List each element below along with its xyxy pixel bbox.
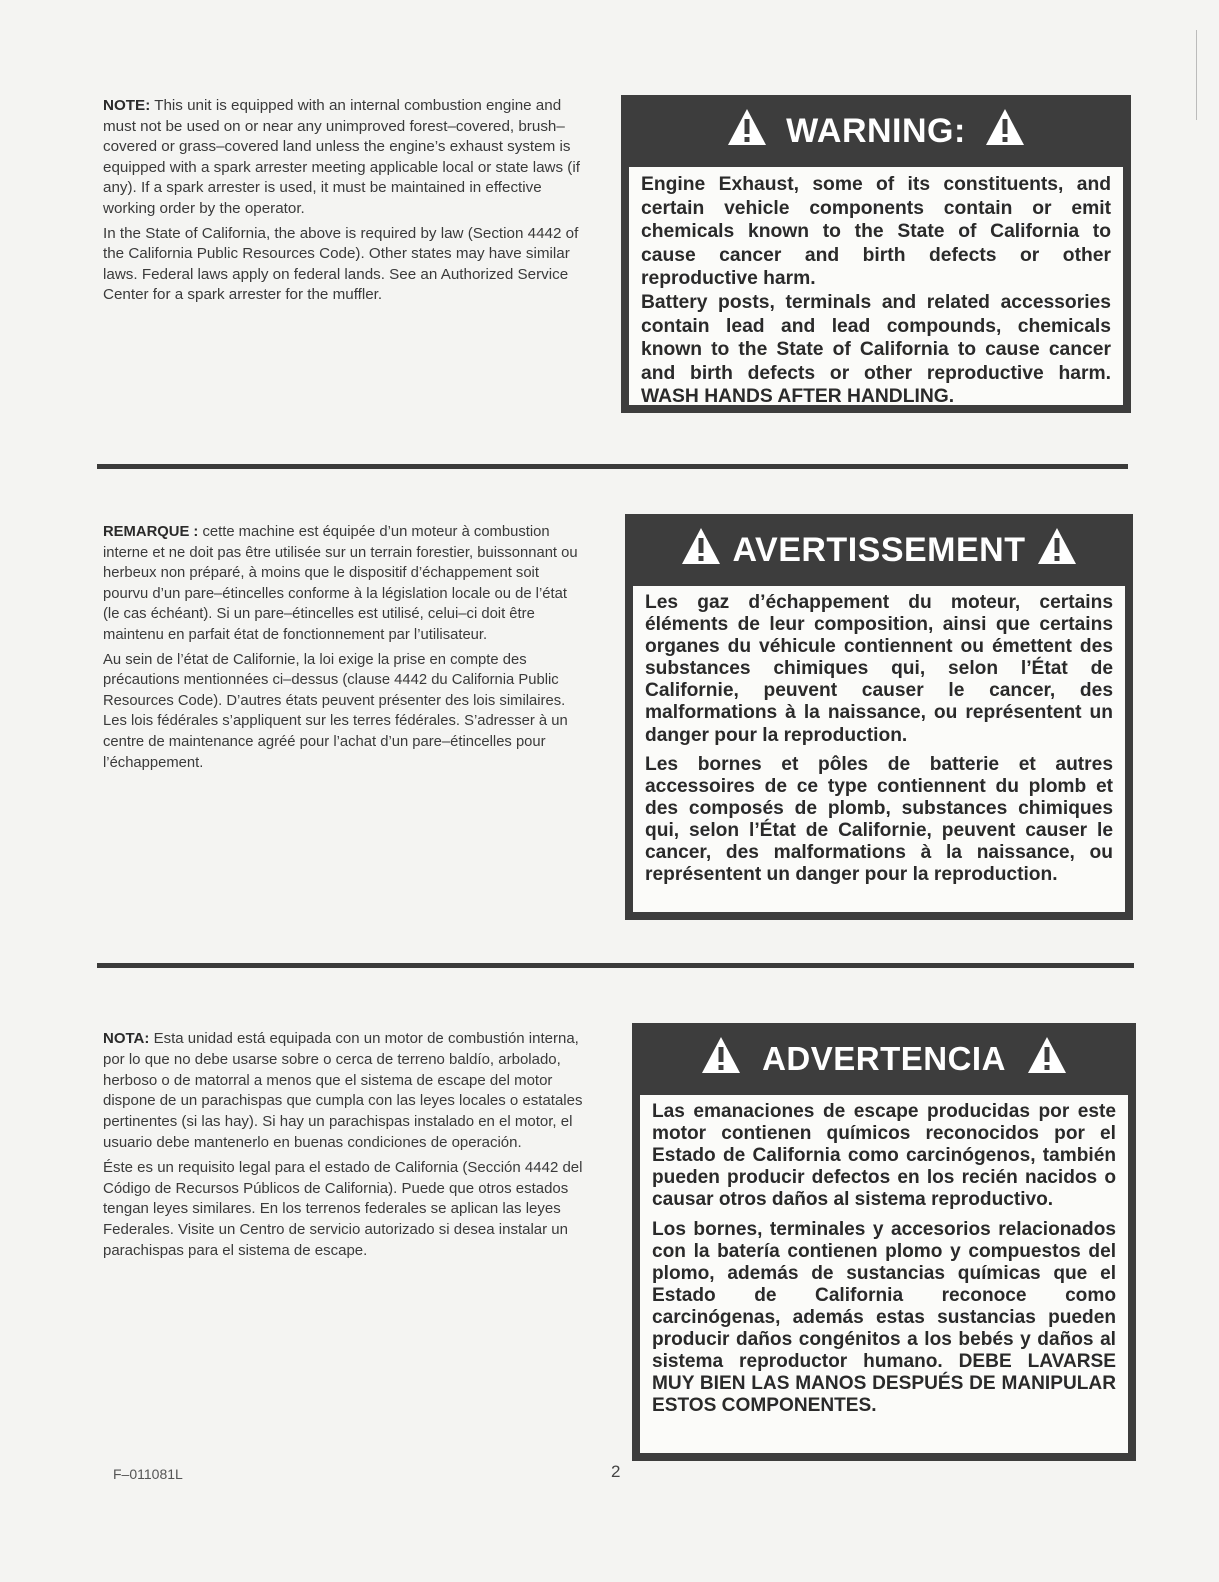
spanish-warning-exhaust: Las emanaciones de escape producidas por este motor contienen químicos reconocidos por el Estado de California como carcinógenos, también pueden producir defectos en los recién nacidos o causar otros daños al sistema reproductivo. (652, 1101, 1116, 1210)
spanish-warning-box (632, 1023, 1136, 1461)
page-edge-mark (1196, 30, 1197, 120)
warning-triangle-icon (1036, 526, 1078, 575)
french-warning-battery: Les bornes et pôles de batterie et autres accessoires de ce type contiennent du plomb et des composés de plomb, substances chimiques qui, selon l’État de Californie, peuvent causer le cancer, des malformations à la naissance, ou représentent un danger pour la reproduction. (645, 753, 1113, 886)
english-note-law: In the State of California, the above is required by law (Section 4442 of the California Public Resources Code). Other states may have similar laws. Federal laws apply on federal lands. See an Authorized Service Center for a spark arrester for the muffler. (103, 224, 579, 304)
spanish-note-lead: NOTA: (103, 1030, 150, 1047)
section-divider (97, 464, 1128, 469)
english-warning-battery: Battery posts, terminals and related accessories contain lead and lead compounds, chemicals known to the State of California to cause cancer and birth defects or other reproductive harm. WASH HANDS AFTER HANDLING. (641, 291, 1111, 408)
french-warning-exhaust: Les gaz d’échappement du moteur, certains éléments de leur composition, ainsi que certains organes du véhicule contiennent ou émettent des substances chimiques qui, selon l’État de Californie, peuvent causer le cancer, des malformations à la naissance, ou représentent un danger pour la reproduction. (645, 592, 1113, 746)
spanish-warning-body (640, 1095, 1128, 1453)
spanish-note-text: Esta unidad está equipada con un motor de combustión interna, por lo que no debe usarse sobre o cerca de terreno baldío, arbolado, herboso o de matorral a menos que el sistema de escape del motor dispone de un parachispas que cumpla con las leyes locales o estatales pertinentes (si las hay). Si hay un parachispas instalado en el motor, el usuario debe mantenerlo en buenas condiciones de operación. (103, 1030, 583, 1151)
spanish-note-law: Éste es un requisito legal para el estado de California (Sección 4442 del Código de Recursos Públicos de California). Puede que otros estados tengan leyes similares. En los terrenos federales se aplican las leyes Federales. Visite un Centro de servicio autorizado si desea instalar un parachispas para el sistema de escape. (103, 1158, 583, 1259)
page-number: 2 (611, 1462, 621, 1481)
french-note-law: Au sein de l’état de Californie, la loi exige la prise en compte des précautions mentionnées ci–dessus (clause 4442 du California Public Resources Code). D’autres états peuvent présenter des lois similaires. Les lois fédérales s’appliquent sur les terres fédérales. S’adresser à un centre de maintenance agréé pour l’achat d’un pare–étincelles pour l’échappement. (103, 651, 568, 771)
french-note (103, 522, 587, 777)
english-note (103, 96, 593, 310)
english-note-text: This unit is equipped with an internal combustion engine and must not be used on or near any unimproved forest–covered, brush–covered or grass–covered land unless the engine’s exhaust system is equipped with a spark arrester meeting applicable local or state laws (if any). If a spark arrester is used, it must be maintained in effective working order by the operator. (103, 97, 580, 217)
warning-triangle-icon (1026, 1035, 1068, 1083)
spanish-warning-battery: Los bornes, terminales y accesorios relacionados con la batería contienen plomo y compuestos del plomo, además de sustancias químicas que el Estado de California reconoce como carcinógenas, además estas sustancias pueden producir daños congénitos a los bebés y daños al sistema reproductor humano. DEBE LAVARSE MUY BIEN LAS MANOS DESPUÉS DE MANIPULAR ESTOS COMPONENTES. (652, 1219, 1116, 1416)
english-warning-exhaust: Engine Exhaust, some of its constituents, and certain vehicle components contain or emit chemicals known to the State of California to cause cancer and birth defects or other reproductive harm. (641, 174, 1111, 290)
warning-triangle-icon (680, 526, 722, 575)
warning-triangle-icon (700, 1035, 742, 1083)
section-divider (97, 963, 1134, 968)
spanish-note (103, 1029, 595, 1266)
french-warning-header (633, 514, 1125, 586)
french-warning-box (625, 514, 1133, 920)
english-note-lead: NOTE: (103, 97, 151, 114)
french-warning-title: AVERTISSEMENT (732, 530, 1026, 569)
spanish-warning-header (640, 1023, 1128, 1095)
english-warning-body (629, 167, 1123, 408)
english-warning-header (629, 95, 1123, 167)
english-warning-title: WARNING: (786, 111, 966, 150)
french-note-lead: REMARQUE : (103, 524, 199, 540)
spanish-warning-title: ADVERTENCIA (762, 1040, 1006, 1077)
warning-triangle-icon (726, 107, 768, 156)
english-warning-box (621, 95, 1131, 413)
french-warning-body (633, 586, 1125, 912)
french-note-text: cette machine est équipée d’un moteur à combustion interne et ne doit pas être utilisée sur un terrain forestier, buissonnant ou herbeux non préparé, à moins que le dispositif d’échappement soit pourvu d’un pare–étincelles conforme à la législation locale ou de l’état (le cas échéant). Si un pare–étincelles est utilisé, celui–ci doit être maintenu en parfait état de fonctionnement par l’utilisateur. (103, 524, 578, 643)
warning-triangle-icon (984, 107, 1026, 156)
document-code: F–011081L (113, 1466, 183, 1482)
